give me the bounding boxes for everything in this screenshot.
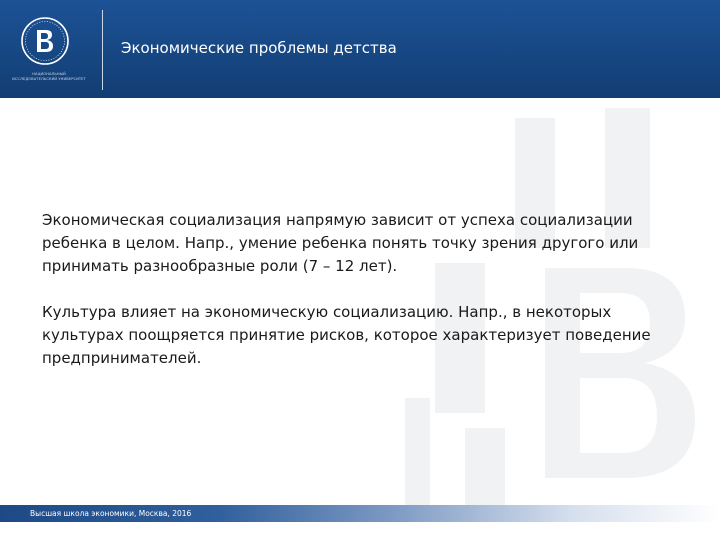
header-divider: [102, 10, 103, 90]
body-paragraph-1: Экономическая социализация напрямую зависит от успеха социализации ребенка в целом. Напр., умение ребенка понять точку зрения другого или принимать разнообразные роли (7 – 12 лет).: [42, 211, 639, 275]
footer-text: Высшая школа экономики, Москва, 2016: [30, 509, 192, 518]
slide-title: Экономические проблемы детства: [121, 39, 397, 57]
hse-logo-icon: [20, 16, 70, 66]
body-paragraph-2: Культура влияет на экономическую социализацию. Напр., в некоторых культурах поощряется принятие рисков, которое характеризует поведение предпринимателей.: [42, 303, 651, 367]
header-bar: [0, 0, 720, 98]
slide-body: [42, 209, 682, 393]
logo-caption: НАЦИОНАЛЬНЫЙ ИССЛЕДОВАТЕЛЬСКИЙ УНИВЕРСИТЕТ: [12, 72, 86, 81]
